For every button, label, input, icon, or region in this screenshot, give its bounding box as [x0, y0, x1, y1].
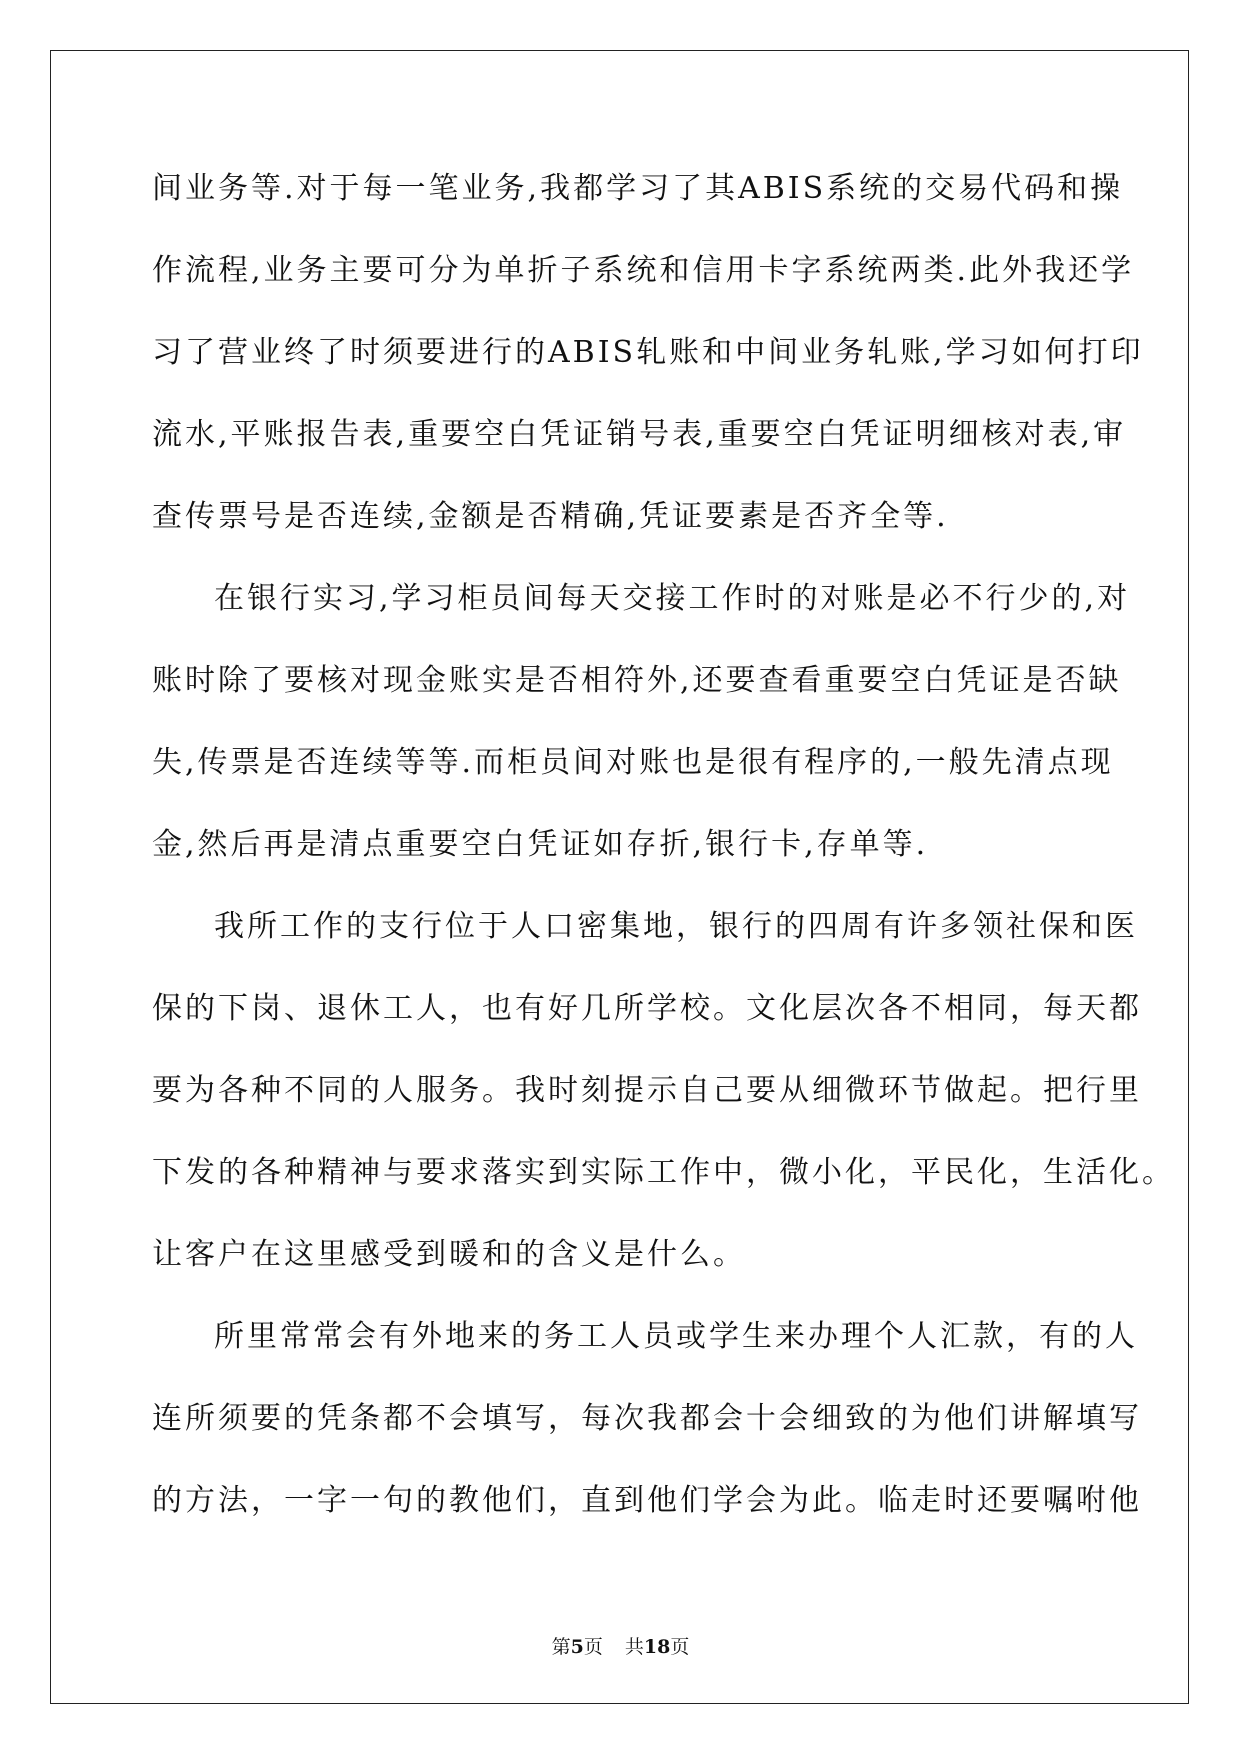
text-line: 要为各种不同的人服务。我时刻提示自己要从细微环节做起。把行里	[152, 1073, 1142, 1108]
text-line: 账时除了要核对现金账实是否相符外,还要查看重要空白凭证是否缺	[152, 663, 1122, 698]
text-line: 金,然后再是清点重要空白凭证如存折,银行卡,存单等.	[152, 827, 929, 862]
text-line: 作流程,业务主要可分为单折子系统和信用卡字系统两类.此外我还学	[152, 253, 1135, 288]
text-line: 让客户在这里感受到暖和的含义是什么。	[152, 1237, 746, 1272]
paragraph-start-line: 在银行实习,学习柜员间每天交接工作时的对账是必不行少的,对	[214, 581, 1131, 616]
text-line: 保的下岗、退休工人，也有好几所学校。文化层次各不相同，每天都	[152, 991, 1142, 1026]
text-line: 间业务等.对于每一笔业务,我都学习了其ABIS系统的交易代码和操	[152, 171, 1124, 206]
text-line: 下发的各种精神与要求落实到实际工作中，微小化，平民化，生活化。	[152, 1155, 1175, 1190]
page-footer	[0, 1632, 1241, 1659]
text-line: 失,传票是否连续等等.而柜员间对账也是很有程序的,一般先清点现	[152, 745, 1114, 780]
text-line: 流水,平账报告表,重要空白凭证销号表,重要空白凭证明细核对表,审	[152, 417, 1127, 452]
paragraph-start-line: 所里常常会有外地来的务工人员或学生来办理个人汇款，有的人	[214, 1319, 1138, 1354]
page-suffix: 页	[583, 1636, 603, 1658]
page-number: 5	[570, 1636, 584, 1658]
text-line: 习了营业终了时须要进行的ABIS轧账和中间业务轧账,学习如何打印	[152, 335, 1144, 370]
text-line: 的方法，一字一句的教他们，直到他们学会为此。临走时还要嘱咐他	[152, 1483, 1142, 1518]
total-suffix: 页	[670, 1636, 690, 1658]
total-pages: 18	[643, 1636, 671, 1658]
page-prefix: 第	[551, 1636, 571, 1658]
text-line: 连所须要的凭条都不会填写，每次我都会十会细致的为他们讲解填写	[152, 1401, 1142, 1436]
paragraph-start-line: 我所工作的支行位于人口密集地，银行的四周有许多领社保和医	[214, 909, 1138, 944]
document-body	[152, 160, 1175, 1554]
text-line: 查传票号是否连续,金额是否精确,凭证要素是否齐全等.	[152, 499, 949, 534]
total-prefix: 共	[624, 1636, 644, 1658]
